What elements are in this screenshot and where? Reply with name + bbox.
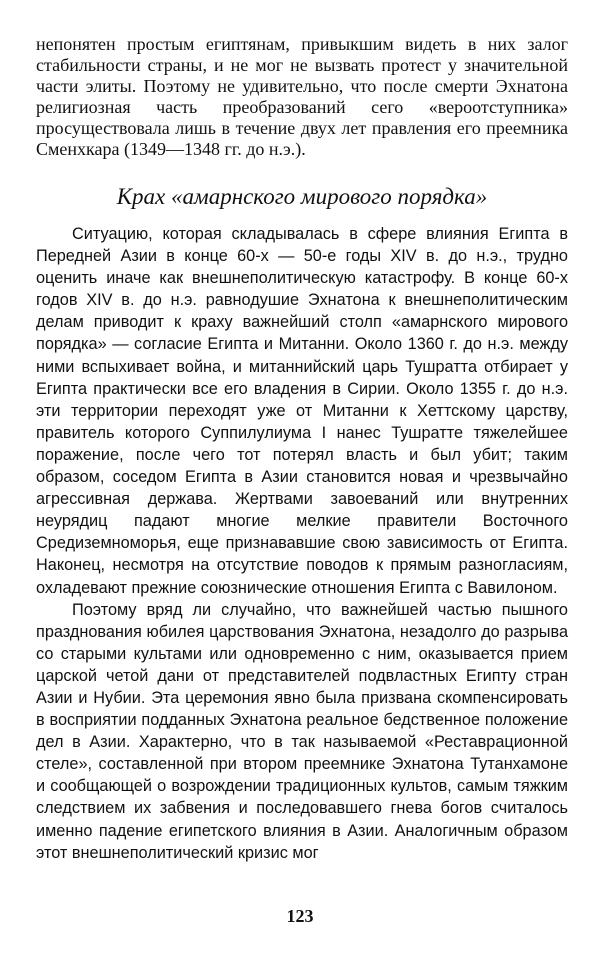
page-number: 123: [286, 906, 314, 926]
section-heading: Крах «амарнского мирового порядка»: [116, 184, 488, 209]
section-body: [36, 223, 568, 864]
body-paragraph-1: Ситуацию, которая складывалась в сфере влияния Египта в Передней Азии в конце 60-х — 50-е годы XIV в. до н.э., трудно оценить иначе как внешнеполитическую катастрофу. В конце 60-х годов XIV в. до н.э. равнодушие Эхнатона к внешнеполитическим делам приводит к краху важнейший столп «амарнского мирового порядка» — согласие Египта и Митанни. Около 1360 г. до н.э. между ними вспыхивает война, и митаннийский царь Тушратта отбирает у Египта практически все его владения в Сирии. Около 1355 г. до н.э. эти территории переходят уже от Митанни к Хеттскому царству, правитель которого Суппилулиума I нанес Тушратте тяжелейшее поражение, после чего тот потерял власть и был убит; таким образом, соседом Египта в Азии становится новая и чрезвычайно агрессивная держава. Жертвами завоеваний или внутренних неурядиц падают многие мелкие правители Восточного Средиземноморья, еще признававшие свою зависимость от Египта. Наконец, несмотря на отсутствие поводов к прямым разногласиям, охладевают прежние союзнические отношения Египта с Вавилоном.: [36, 225, 568, 597]
lead-paragraph: непонятен простым египтянам, привыкшим видеть в них залог стабильности страны, и не мог не вызвать протест у значительной части элиты. Поэтому не удивительно, что после смерти Эхнатона религиозная часть преобразований сего «вероотступника» просуществовала лишь в течение двух лет правления его преемника Сменхкара (1349—1348 гг. до н.э.).: [36, 34, 568, 159]
body-paragraph-2: Поэтому вряд ли случайно, что важнейшей частью пышного празднования юбилея царствования Эхнатона, незадолго до разрыва со старыми культами или одновременно с ним, оказывается прием царской четой дани от представителей подвластных Египту стран Азии и Нубии. Эта церемония явно была призвана скомпенсировать в восприятии подданных Эхнатона реальное бедственное положение дел в Азии. Характерно, что в так называемой «Реставрационной стеле», составленной при втором преемнике Эхнатона Тутанхамоне и сообщающей о возрождении традиционных культов, самым тяжким следствием их забвения и последовавшего гнева богов считалось именно падение египетского влияния в Азии. Аналогичным образом этот внешнеполитический кризис мог: [36, 600, 568, 862]
